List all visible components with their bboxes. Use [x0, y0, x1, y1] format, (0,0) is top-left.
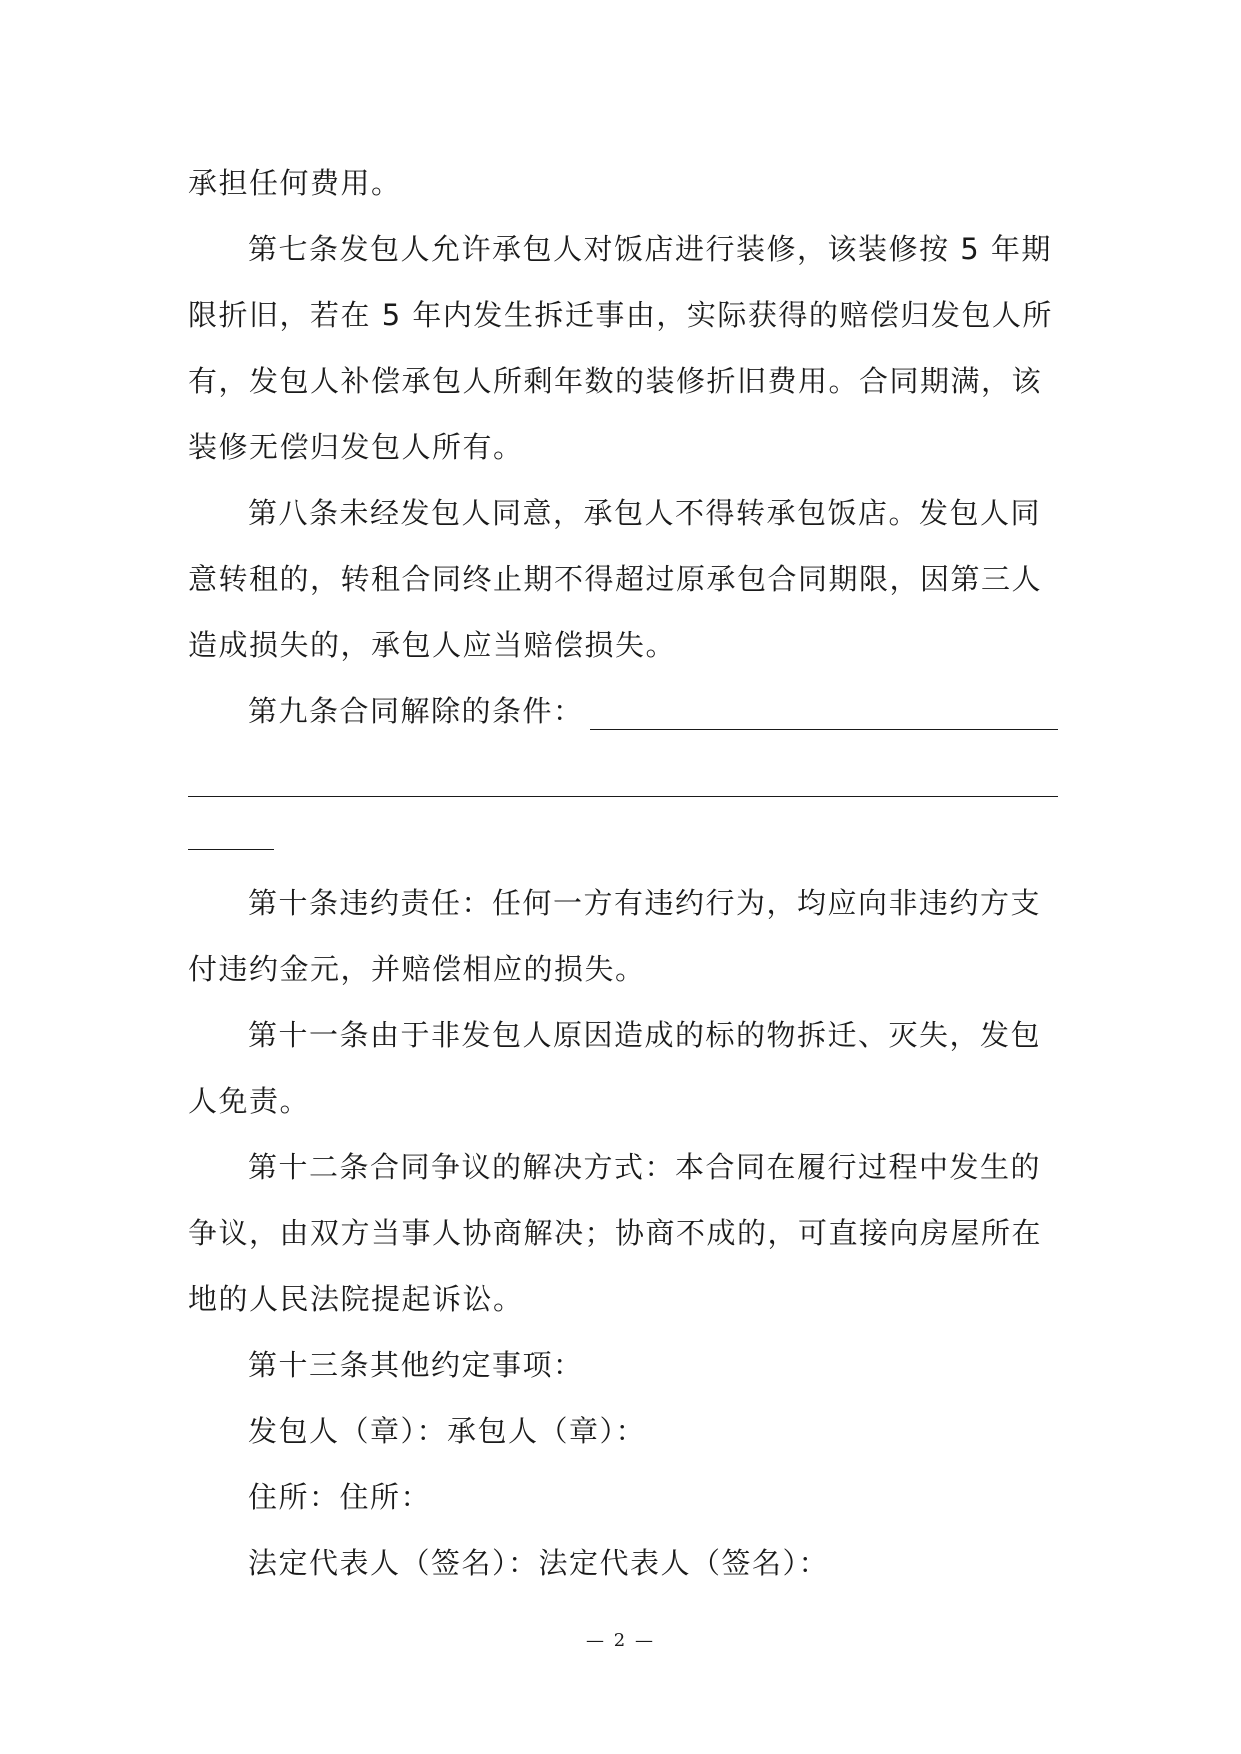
address-line: 住所：住所：: [248, 1480, 432, 1514]
article-7: 第七条发包人允许承包人对饭店进行装修，该装修按 5 年期限折旧，若在 5 年内发生拆迁事由，实际获得的赔偿归发包人所有，发包人补偿承包人所剩年数的装修折旧费用。合同期满，该装修无偿归发包人所有。: [188, 232, 1053, 464]
article-11: 第十一条由于非发包人原因造成的标的物拆迁、灭失，发包人免责。: [188, 1018, 1042, 1118]
article-10: 第十条违约责任：任何一方有违约行为，均应向非违约方支付违约金元，并赔偿相应的损失。: [188, 886, 1042, 986]
page-number: — 2 —: [586, 1630, 655, 1651]
article-8: 第八条未经发包人同意，承包人不得转承包饭店。发包人同意转租的，转租合同终止期不得超过原承包合同期限，因第三人造成损失的，承包人应当赔偿损失。: [188, 496, 1043, 662]
fill-in-blank-line: [188, 744, 1058, 797]
legal-rep-line: 法定代表人（签名）：法定代表人（签名）：: [248, 1546, 830, 1580]
document-body: [188, 150, 1058, 1596]
article-13: 第十三条其他约定事项：: [248, 1348, 584, 1382]
fill-in-blank-line: [188, 797, 274, 850]
article-9: [188, 678, 1058, 744]
paragraph-continuation: 承担任何费用。: [188, 166, 402, 200]
article-12: 第十二条合同争议的解决方式：本合同在履行过程中发生的争议，由双方当事人协商解决；协商不成的，可直接向房屋所在地的人民法院提起诉讼。: [188, 1150, 1043, 1316]
article-9-label: 第九条合同解除的条件：: [248, 694, 584, 728]
fill-in-blank-line: [590, 685, 1058, 730]
signature-seal-line: 发包人（章）：承包人（章）：: [248, 1414, 647, 1448]
